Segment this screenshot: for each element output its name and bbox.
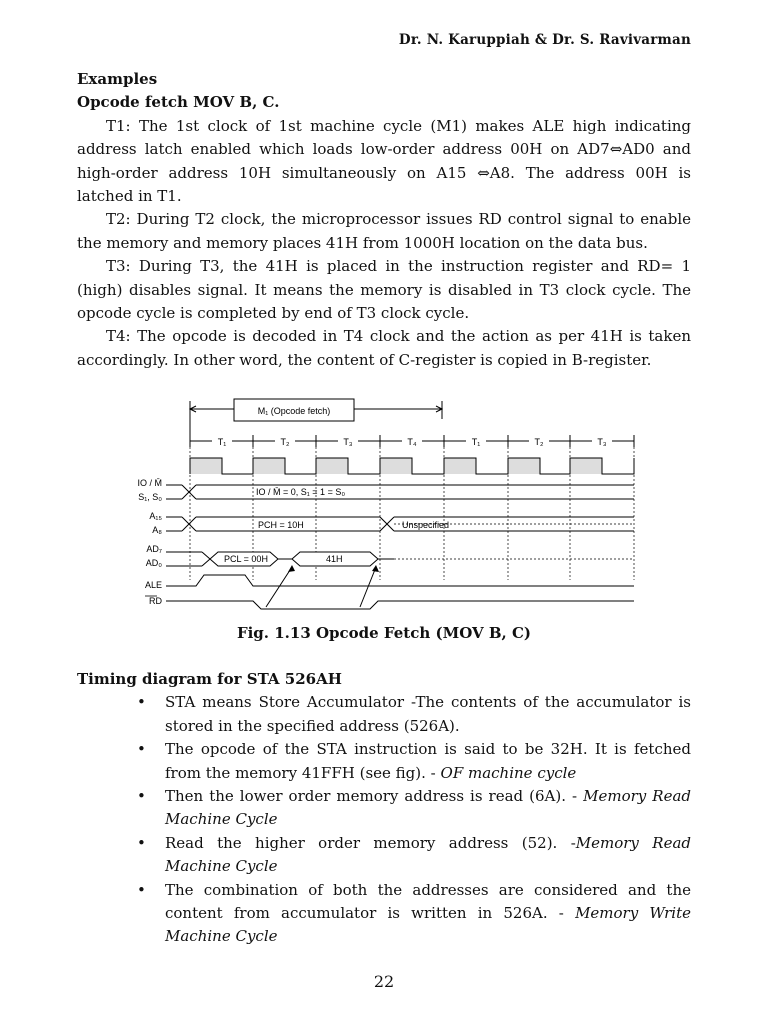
list-item (77, 879, 691, 949)
list-item-text: STA means Store Accumulator -The contents of the accumulator is stored in the specified address (526A). (165, 693, 691, 735)
paragraph-t1: T1: The 1st clock of 1st machine cycle (M1) makes ALE high indicating address latch enabled which loads low-order address 00H on AD7⇔AD0 and high-order address 10H simultaneously on A15 ⇔A8. The address 00H is latched in T1. (77, 116, 691, 206)
signal-label-a15: A₁₅ (149, 511, 162, 521)
list-item-text: The opcode of the STA instruction is said to be 32H. It is fetched from the memory 41FFH (see fig). - (165, 740, 691, 782)
signal-label-ad0: AD₀ (145, 558, 162, 568)
signal-label-a8: A₈ (152, 525, 162, 535)
list-item (77, 832, 691, 879)
t-state-label: T₁ (471, 437, 481, 447)
unspecified-value: Unspecified (402, 520, 450, 530)
list-item (77, 738, 691, 785)
list-item-text: Read the higher order memory address (52). - (165, 833, 576, 852)
bullet-list (77, 691, 691, 948)
list-item-emphasis: OF machine cycle (440, 763, 577, 782)
paragraph-t2: T2: During T2 clock, the microprocessor issues RD control signal to enable the memory and memory places 41H from 1000H location on the data bus. (77, 210, 691, 252)
data-value: 41H (326, 554, 343, 564)
t-state-label: T₄ (407, 437, 417, 447)
section-examples (77, 68, 691, 372)
page-number: 22 (373, 972, 395, 991)
list-item-emphasis: Memory Write Machine Cycle (165, 904, 691, 946)
opcode-fetch-timing-diagram (137, 395, 640, 610)
bullet-icon: • (137, 787, 146, 806)
section-sta (77, 668, 691, 949)
section-heading: Examples (77, 70, 158, 88)
section-heading: Timing diagram for STA 526AH (77, 670, 342, 688)
t-state-label: T₃ (343, 437, 353, 447)
signal-label-s1s0: S₁, S₀ (138, 492, 162, 502)
page-header: Dr. N. Karuppiah & Dr. S. Ravivarman (398, 32, 691, 48)
figure-caption: Fig. 1.13 Opcode Fetch (MOV B, C) (236, 624, 532, 642)
list-item-text: The combination of both the addresses are considered and the content from accumulator is written in 526A. - (165, 880, 691, 923)
bullet-icon: • (137, 740, 146, 759)
list-item-text: Then the lower order memory address is read (6A). - (165, 787, 584, 806)
bullet-icon: • (137, 693, 146, 712)
section-subheading: Opcode fetch MOV B, C. (77, 93, 280, 112)
paragraph-t4: T4: The opcode is decoded in T4 clock and the action as per 41H is taken accordingly. In other word, the content of C-register is copied in B-register. (77, 327, 691, 369)
signal-label-rd: RD (149, 596, 162, 606)
t-state-label: T₂ (534, 437, 544, 447)
signal-label-iom: IO / M̄ (137, 478, 162, 488)
list-item-emphasis: Memory Read Machine Cycle (165, 833, 691, 876)
t-state-label: T₂ (280, 437, 290, 447)
paragraph-t3: T3: During T3, the 41H is placed in the instruction register and RD= 1 (high) disables signal. It means the memory is disabled in T3 clock cycle. The opcode cycle is completed by end of T3 clock cycle. (77, 257, 691, 323)
bullet-icon: • (137, 833, 146, 852)
signal-label-ale: ALE (144, 580, 162, 590)
list-item (77, 785, 691, 832)
bullet-icon: • (137, 880, 146, 899)
list-item (77, 691, 691, 738)
t-state-label: T₁ (217, 437, 227, 447)
t-state-label: T₃ (597, 437, 607, 447)
iom-value: IO / M̄ = 0, S₁ = 1 = S₀ (256, 487, 346, 497)
signal-label-ad7: AD₇ (146, 544, 162, 554)
pch-value: PCH = 10H (258, 520, 304, 530)
m1-label: M₁ (Opcode fetch) (257, 406, 331, 416)
pcl-value: PCL = 00H (224, 554, 268, 564)
list-item-emphasis: Memory Read Machine Cycle (165, 787, 691, 829)
